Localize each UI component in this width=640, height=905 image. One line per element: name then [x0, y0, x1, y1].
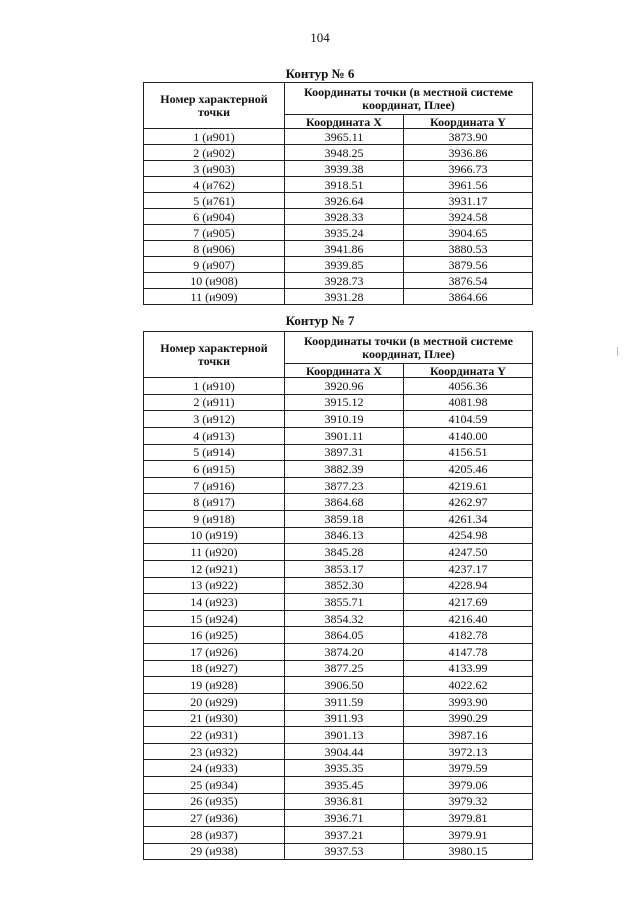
coord-y-cell: 3979.32: [404, 793, 533, 810]
coord-y-cell: 4182.78: [404, 627, 533, 644]
coord-y-cell: 3876.54: [404, 273, 533, 289]
coord-x-cell: 3915.12: [285, 394, 404, 411]
point-number-cell: 17 (и926): [144, 644, 285, 661]
point-number-cell: 16 (и925): [144, 627, 285, 644]
point-number-cell: 22 (и931): [144, 727, 285, 744]
point-number-cell: 15 (и924): [144, 610, 285, 627]
coord-x-cell: 3935.45: [285, 777, 404, 794]
point-number-cell: 21 (и930): [144, 710, 285, 727]
coord-y-cell: 3879.56: [404, 257, 533, 273]
coord-y-cell: 3873.90: [404, 129, 533, 145]
table-row: [144, 177, 533, 193]
table-row: [144, 777, 533, 794]
point-number-cell: 23 (и932): [144, 743, 285, 760]
header-coordinates: Координаты точки (в местной системе координат, Плее): [285, 83, 533, 115]
table-row: [144, 161, 533, 177]
coord-y-cell: 4228.94: [404, 577, 533, 594]
point-number-cell: 10 (и908): [144, 273, 285, 289]
coord-x-cell: 3937.53: [285, 843, 404, 860]
point-number-cell: 19 (и928): [144, 677, 285, 694]
coord-y-cell: 4133.99: [404, 660, 533, 677]
point-number-cell: 18 (и927): [144, 660, 285, 677]
coord-x-cell: 3948.25: [285, 145, 404, 161]
point-number-cell: 26 (и935): [144, 793, 285, 810]
point-number-cell: 27 (и936): [144, 810, 285, 827]
coord-y-cell: 3979.81: [404, 810, 533, 827]
point-number-cell: 9 (и907): [144, 257, 285, 273]
point-number-cell: 7 (и916): [144, 477, 285, 494]
table-row: [144, 477, 533, 494]
point-number-cell: 9 (и918): [144, 511, 285, 528]
contour-7-title: Контур № 7: [285, 313, 355, 328]
coord-x-cell: 3901.13: [285, 727, 404, 744]
coord-y-cell: 3990.29: [404, 710, 533, 727]
coord-x-cell: 3928.33: [285, 209, 404, 225]
coord-x-cell: 3941.86: [285, 241, 404, 257]
coord-x-cell: 3864.68: [285, 494, 404, 511]
table-row: [144, 743, 533, 760]
point-number-cell: 14 (и923): [144, 594, 285, 611]
table-row: [144, 289, 533, 305]
header-coord-y: Координата Y: [404, 115, 533, 129]
coord-x-cell: 3906.50: [285, 677, 404, 694]
contour-6-table: [143, 82, 533, 305]
point-number-cell: 29 (и938): [144, 843, 285, 860]
table-row: [144, 461, 533, 478]
coord-y-cell: 4262.97: [404, 494, 533, 511]
coord-x-cell: 3859.18: [285, 511, 404, 528]
point-number-cell: 2 (и902): [144, 145, 285, 161]
coord-y-cell: 3936.86: [404, 145, 533, 161]
coord-x-cell: 3911.59: [285, 693, 404, 710]
header-coord-y: Координата Y: [404, 364, 533, 378]
table-row: [144, 257, 533, 273]
coord-y-cell: 3972.13: [404, 743, 533, 760]
contour-7-rows: [144, 378, 533, 860]
coord-x-cell: 3965.11: [285, 129, 404, 145]
header-coord-x: Координата X: [285, 115, 404, 129]
point-number-cell: 2 (и911): [144, 394, 285, 411]
coord-x-cell: 3928.73: [285, 273, 404, 289]
point-number-cell: 12 (и921): [144, 560, 285, 577]
point-number-cell: 6 (и904): [144, 209, 285, 225]
point-number-cell: 5 (и761): [144, 193, 285, 209]
coord-y-cell: 4056.36: [404, 378, 533, 395]
coord-x-cell: 3864.05: [285, 627, 404, 644]
coord-x-cell: 3936.81: [285, 793, 404, 810]
point-number-cell: 10 (и919): [144, 527, 285, 544]
point-number-cell: 13 (и922): [144, 577, 285, 594]
coord-y-cell: 4254.98: [404, 527, 533, 544]
point-number-cell: 8 (и917): [144, 494, 285, 511]
table-row: [144, 511, 533, 528]
table-row: [144, 810, 533, 827]
point-number-cell: 24 (и933): [144, 760, 285, 777]
coord-y-cell: 4081.98: [404, 394, 533, 411]
coord-x-cell: 3936.71: [285, 810, 404, 827]
coord-y-cell: 3979.06: [404, 777, 533, 794]
coord-y-cell: 4237.17: [404, 560, 533, 577]
coord-x-cell: 3854.32: [285, 610, 404, 627]
point-number-cell: 1 (и901): [144, 129, 285, 145]
table-row: [144, 560, 533, 577]
coord-x-cell: 3939.38: [285, 161, 404, 177]
point-number-cell: 8 (и906): [144, 241, 285, 257]
point-number-cell: 11 (и909): [144, 289, 285, 305]
coord-y-cell: 3979.59: [404, 760, 533, 777]
coord-x-cell: 3853.17: [285, 560, 404, 577]
table-row: [144, 394, 533, 411]
coord-y-cell: 3904.65: [404, 225, 533, 241]
point-number-cell: 20 (и929): [144, 693, 285, 710]
table-row: [144, 677, 533, 694]
coord-x-cell: 3845.28: [285, 544, 404, 561]
coord-x-cell: 3846.13: [285, 527, 404, 544]
coord-x-cell: 3877.25: [285, 660, 404, 677]
table-row: [144, 660, 533, 677]
coord-x-cell: 3901.11: [285, 427, 404, 444]
point-number-cell: 28 (и937): [144, 826, 285, 843]
table-row: [144, 411, 533, 428]
coord-x-cell: 3874.20: [285, 644, 404, 661]
point-number-cell: 25 (и934): [144, 777, 285, 794]
table-row: [144, 129, 533, 145]
point-number-cell: 3 (и903): [144, 161, 285, 177]
page-number: 104: [310, 30, 330, 45]
point-number-cell: 1 (и910): [144, 378, 285, 395]
contour-6-title: Контур № 6: [285, 66, 355, 81]
coord-x-cell: 3935.35: [285, 760, 404, 777]
table-row: [144, 378, 533, 395]
contour-7-table: [143, 331, 533, 860]
coord-y-cell: 4217.69: [404, 594, 533, 611]
coord-x-cell: 3910.19: [285, 411, 404, 428]
coord-y-cell: 4247.50: [404, 544, 533, 561]
table-row: [144, 793, 533, 810]
coord-x-cell: 3931.28: [285, 289, 404, 305]
table-row: [144, 826, 533, 843]
coord-x-cell: 3939.85: [285, 257, 404, 273]
point-number-cell: 4 (и762): [144, 177, 285, 193]
coord-y-cell: 4216.40: [404, 610, 533, 627]
coord-y-cell: 3987.16: [404, 727, 533, 744]
table-row: [144, 544, 533, 561]
header-point-number: Номер характерной точки: [144, 83, 285, 129]
header-coordinates: Координаты точки (в местной системе координат, Плее): [285, 332, 533, 364]
table-row: [144, 644, 533, 661]
table-row: [144, 145, 533, 161]
coord-x-cell: 3855.71: [285, 594, 404, 611]
coord-x-cell: 3911.93: [285, 710, 404, 727]
coord-x-cell: 3935.24: [285, 225, 404, 241]
scan-mark: [617, 347, 618, 356]
point-number-cell: 5 (и914): [144, 444, 285, 461]
table-row: [144, 209, 533, 225]
coord-y-cell: 4205.46: [404, 461, 533, 478]
coord-y-cell: 3979.91: [404, 826, 533, 843]
table-row: [144, 727, 533, 744]
coord-x-cell: 3877.23: [285, 477, 404, 494]
header-point-number: Номер характерной точки: [144, 332, 285, 378]
table-row: [144, 610, 533, 627]
coord-x-cell: 3897.31: [285, 444, 404, 461]
table-row: [144, 710, 533, 727]
table-row: [144, 693, 533, 710]
coord-x-cell: 3918.51: [285, 177, 404, 193]
point-number-cell: 6 (и915): [144, 461, 285, 478]
table-row: [144, 225, 533, 241]
coord-y-cell: 3931.17: [404, 193, 533, 209]
coord-y-cell: 4104.59: [404, 411, 533, 428]
coord-x-cell: 3937.21: [285, 826, 404, 843]
coord-x-cell: 3882.39: [285, 461, 404, 478]
coord-y-cell: 3924.58: [404, 209, 533, 225]
table-row: [144, 444, 533, 461]
coord-y-cell: 3993.90: [404, 693, 533, 710]
coord-x-cell: 3926.64: [285, 193, 404, 209]
table-row: [144, 494, 533, 511]
coord-y-cell: 4219.61: [404, 477, 533, 494]
coord-y-cell: 4156.51: [404, 444, 533, 461]
coord-y-cell: 3966.73: [404, 161, 533, 177]
point-number-cell: 7 (и905): [144, 225, 285, 241]
contour-6-rows: [144, 129, 533, 305]
table-row: [144, 760, 533, 777]
header-coord-x: Координата X: [285, 364, 404, 378]
table-row: [144, 527, 533, 544]
table-row: [144, 427, 533, 444]
coord-y-cell: 3880.53: [404, 241, 533, 257]
coord-y-cell: 4022.62: [404, 677, 533, 694]
coord-x-cell: 3920.96: [285, 378, 404, 395]
table-row: [144, 577, 533, 594]
coord-y-cell: 3864.66: [404, 289, 533, 305]
table-row: [144, 193, 533, 209]
table-row: [144, 594, 533, 611]
table-row: [144, 241, 533, 257]
coord-y-cell: 3961.56: [404, 177, 533, 193]
coord-y-cell: 4261.34: [404, 511, 533, 528]
coord-y-cell: 4147.78: [404, 644, 533, 661]
table-row: [144, 843, 533, 860]
point-number-cell: 4 (и913): [144, 427, 285, 444]
coord-x-cell: 3852.30: [285, 577, 404, 594]
table-row: [144, 627, 533, 644]
coord-x-cell: 3904.44: [285, 743, 404, 760]
point-number-cell: 3 (и912): [144, 411, 285, 428]
table-row: [144, 273, 533, 289]
point-number-cell: 11 (и920): [144, 544, 285, 561]
coord-y-cell: 4140.00: [404, 427, 533, 444]
coord-y-cell: 3980.15: [404, 843, 533, 860]
